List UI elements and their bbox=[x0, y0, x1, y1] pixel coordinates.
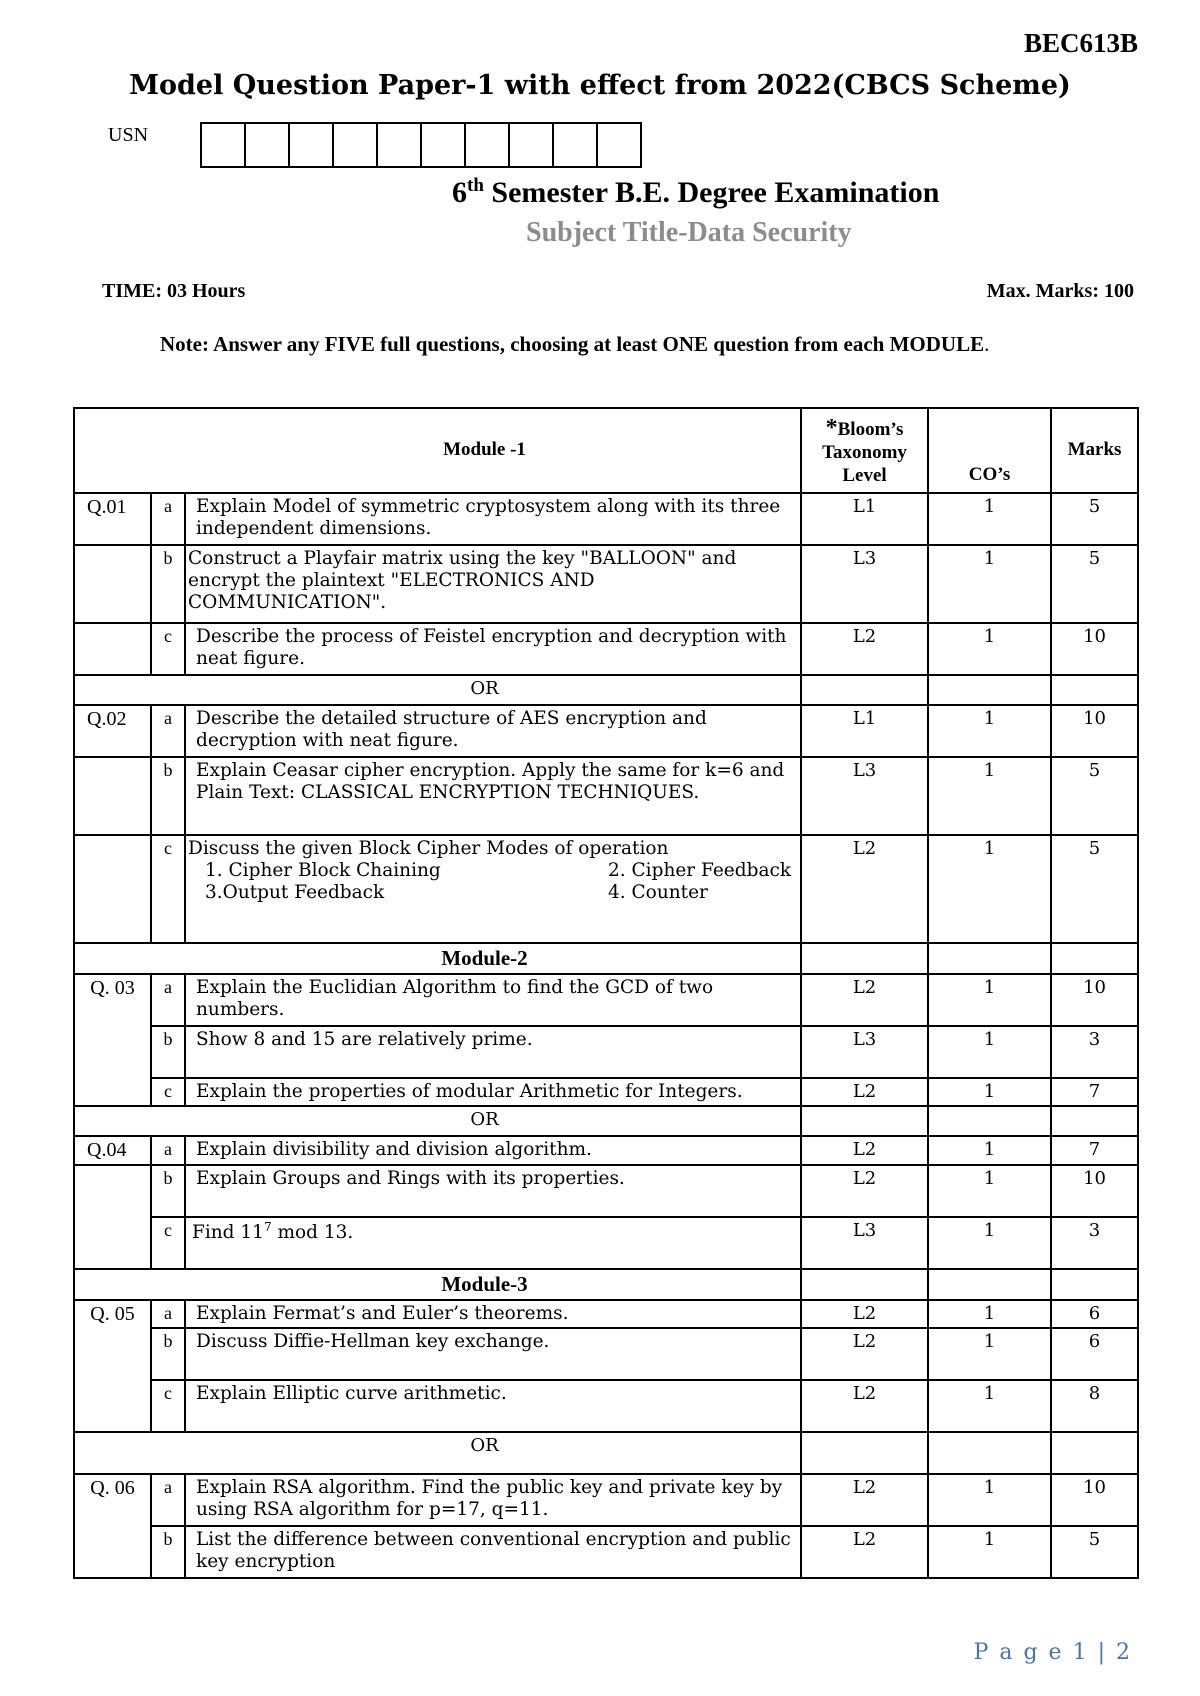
table-row bbox=[74, 835, 1138, 943]
semester-suffix: th bbox=[467, 175, 484, 196]
semester-number: 6 bbox=[452, 176, 467, 209]
usn-box bbox=[246, 124, 290, 166]
table-header-row bbox=[74, 408, 1138, 493]
usn-boxes bbox=[200, 122, 642, 168]
empty-cell bbox=[801, 675, 928, 705]
bloom-level: L2 bbox=[801, 623, 928, 675]
question-text: Explain Model of symmetric cryptosystem along with its three independent dimensions. bbox=[185, 493, 801, 545]
question-text-part: mod 13. bbox=[271, 1222, 354, 1244]
bloom-level: L2 bbox=[801, 1300, 928, 1328]
exam-time: TIME: 03 Hours bbox=[102, 280, 246, 302]
question-number: Q.01 bbox=[74, 493, 151, 545]
option-item: 3.Output Feedback bbox=[205, 881, 385, 903]
page-label: P a g e bbox=[973, 1640, 1064, 1665]
page-separator: | bbox=[1088, 1640, 1116, 1665]
course-outcome: 1 bbox=[928, 623, 1051, 675]
max-marks: Max. Marks: 100 bbox=[986, 280, 1134, 302]
question-text: Explain Ceasar cipher encryption. Apply the same for k=6 and Plain Text: CLASSICAL ENCRYPTION TECHNIQUES. bbox=[185, 757, 801, 835]
sub-question-label: a bbox=[151, 974, 185, 1026]
course-outcome: 1 bbox=[928, 1474, 1051, 1526]
marks: 6 bbox=[1051, 1328, 1138, 1380]
empty-cell bbox=[928, 675, 1051, 705]
question-number: Q.02 bbox=[74, 705, 151, 757]
option-item: 4. Counter bbox=[608, 881, 708, 903]
question-text: Explain RSA algorithm. Find the public key and private key by using RSA algorithm for p=17, q=11. bbox=[185, 1474, 801, 1526]
bloom-level-header bbox=[801, 408, 928, 493]
marks: 10 bbox=[1051, 1474, 1138, 1526]
marks: 10 bbox=[1051, 705, 1138, 757]
module-2-row bbox=[74, 943, 1138, 974]
question-number-empty bbox=[74, 757, 151, 835]
course-outcome: 1 bbox=[928, 1217, 1051, 1269]
usn-box bbox=[466, 124, 510, 166]
question-text: Show 8 and 15 are relatively prime. bbox=[185, 1026, 801, 1078]
marks: 3 bbox=[1051, 1026, 1138, 1078]
semester-heading bbox=[452, 175, 939, 210]
empty-cell bbox=[1051, 1106, 1138, 1136]
usn-box bbox=[422, 124, 466, 166]
empty-cell bbox=[928, 1106, 1051, 1136]
question-text bbox=[185, 835, 801, 943]
course-outcome: 1 bbox=[928, 1136, 1051, 1166]
usn-box bbox=[510, 124, 554, 166]
usn-box bbox=[598, 124, 640, 166]
paper-title: Model Question Paper-1 with effect from 2022(CBCS Scheme) bbox=[129, 70, 1071, 101]
question-number-empty bbox=[74, 835, 151, 943]
option-item: 1. Cipher Block Chaining bbox=[205, 859, 441, 881]
marks: 5 bbox=[1051, 757, 1138, 835]
empty-cell bbox=[801, 1106, 928, 1136]
usn-box bbox=[554, 124, 598, 166]
bloom-header-text: Bloom’s Taxonomy Level bbox=[822, 418, 907, 486]
question-number-empty bbox=[74, 1165, 151, 1269]
bloom-asterisk: * bbox=[825, 414, 838, 441]
marks: 5 bbox=[1051, 835, 1138, 943]
question-number: Q. 05 bbox=[74, 1300, 151, 1432]
bloom-level: L2 bbox=[801, 1526, 928, 1578]
cipher-modes-list bbox=[188, 860, 800, 904]
course-outcome: 1 bbox=[928, 545, 1051, 623]
bloom-level: L3 bbox=[801, 1026, 928, 1078]
marks: 5 bbox=[1051, 545, 1138, 623]
sub-question-label: c bbox=[151, 623, 185, 675]
marks: 6 bbox=[1051, 1300, 1138, 1328]
paper-code: BEC613B bbox=[1023, 28, 1138, 58]
empty-cell bbox=[801, 1269, 928, 1300]
table-row bbox=[74, 1026, 1138, 1078]
table-row bbox=[74, 623, 1138, 675]
or-divider-row bbox=[74, 675, 1138, 705]
module-1-heading: Module -1 bbox=[74, 408, 801, 493]
table-row bbox=[74, 1078, 1138, 1106]
note-text: Note: Answer any FIVE full questions, choosing at least ONE question from each MODULE bbox=[160, 332, 985, 356]
sub-question-label: c bbox=[151, 1217, 185, 1269]
empty-cell bbox=[928, 1269, 1051, 1300]
table-row bbox=[74, 545, 1138, 623]
usn-box bbox=[334, 124, 378, 166]
usn-box bbox=[378, 124, 422, 166]
table-row bbox=[74, 1136, 1138, 1166]
marks: 3 bbox=[1051, 1217, 1138, 1269]
empty-cell bbox=[1051, 1432, 1138, 1474]
course-outcome: 1 bbox=[928, 974, 1051, 1026]
course-outcome: 1 bbox=[928, 757, 1051, 835]
question-text: Explain Groups and Rings with its properties. bbox=[185, 1165, 801, 1217]
table-row bbox=[74, 1526, 1138, 1578]
page-total: 2 bbox=[1116, 1640, 1132, 1665]
course-outcome: 1 bbox=[928, 1026, 1051, 1078]
question-text: Describe the detailed structure of AES encryption and decryption with neat figure. bbox=[185, 705, 801, 757]
bloom-level: L1 bbox=[801, 705, 928, 757]
marks: 5 bbox=[1051, 493, 1138, 545]
question-text: Explain Fermat’s and Euler’s theorems. bbox=[185, 1300, 801, 1328]
bloom-level: L1 bbox=[801, 493, 928, 545]
course-outcome: 1 bbox=[928, 1380, 1051, 1432]
or-label: OR bbox=[74, 675, 801, 705]
bloom-level: L3 bbox=[801, 1217, 928, 1269]
empty-cell bbox=[1051, 943, 1138, 974]
usn-box bbox=[202, 124, 246, 166]
option-item: 2. Cipher Feedback bbox=[608, 859, 792, 881]
or-label: OR bbox=[74, 1432, 801, 1474]
usn-label: USN bbox=[108, 124, 149, 146]
sub-question-label: c bbox=[151, 1078, 185, 1106]
sub-question-label: b bbox=[151, 757, 185, 835]
bloom-level: L3 bbox=[801, 757, 928, 835]
page-number: 1 bbox=[1072, 1640, 1089, 1665]
marks: 10 bbox=[1051, 623, 1138, 675]
question-text bbox=[185, 1217, 801, 1269]
cos-header: CO’s bbox=[928, 408, 1051, 493]
or-label: OR bbox=[74, 1106, 801, 1136]
marks: 7 bbox=[1051, 1078, 1138, 1106]
sub-question-label: b bbox=[151, 1526, 185, 1578]
table-row bbox=[74, 1474, 1138, 1526]
question-number: Q. 03 bbox=[74, 974, 151, 1106]
course-outcome: 1 bbox=[928, 1328, 1051, 1380]
question-number: Q.04 bbox=[74, 1136, 151, 1166]
instruction-note bbox=[160, 332, 989, 357]
sub-question-label: a bbox=[151, 1136, 185, 1166]
course-outcome: 1 bbox=[928, 1526, 1051, 1578]
or-divider-row bbox=[74, 1106, 1138, 1136]
sub-question-label: b bbox=[151, 1165, 185, 1217]
empty-cell bbox=[928, 943, 1051, 974]
course-outcome: 1 bbox=[928, 1300, 1051, 1328]
empty-cell bbox=[801, 1432, 928, 1474]
sub-question-label: a bbox=[151, 1300, 185, 1328]
course-outcome: 1 bbox=[928, 835, 1051, 943]
semester-text: Semester B.E. Degree Examination bbox=[483, 176, 940, 209]
subject-title: Subject Title-Data Security bbox=[526, 217, 852, 248]
empty-cell bbox=[1051, 675, 1138, 705]
course-outcome: 1 bbox=[928, 705, 1051, 757]
empty-cell bbox=[928, 1432, 1051, 1474]
question-text-part: Find 11 bbox=[192, 1222, 264, 1244]
question-number: Q. 06 bbox=[74, 1474, 151, 1578]
sub-question-label: b bbox=[151, 1328, 185, 1380]
question-table bbox=[73, 407, 1139, 1579]
question-text: List the difference between conventional encryption and public key encryption bbox=[185, 1526, 801, 1578]
sub-question-label: a bbox=[151, 1474, 185, 1526]
sub-question-label: c bbox=[151, 1380, 185, 1432]
usn-box bbox=[290, 124, 334, 166]
marks: 8 bbox=[1051, 1380, 1138, 1432]
question-text: Explain the properties of modular Arithmetic for Integers. bbox=[185, 1078, 801, 1106]
question-text-line: Discuss the given Block Cipher Modes of operation bbox=[188, 838, 669, 859]
bloom-level: L3 bbox=[801, 545, 928, 623]
marks: 7 bbox=[1051, 1136, 1138, 1166]
page-footer bbox=[974, 1640, 1132, 1665]
bloom-level: L2 bbox=[801, 1136, 928, 1166]
course-outcome: 1 bbox=[928, 1078, 1051, 1106]
sub-question-label: c bbox=[151, 835, 185, 943]
marks: 10 bbox=[1051, 1165, 1138, 1217]
table-row bbox=[74, 1165, 1138, 1217]
sub-question-label: b bbox=[151, 1026, 185, 1078]
sub-question-label: a bbox=[151, 493, 185, 545]
sub-question-label: a bbox=[151, 705, 185, 757]
question-text: Explain the Euclidian Algorithm to find the GCD of two numbers. bbox=[185, 974, 801, 1026]
table-row bbox=[74, 705, 1138, 757]
question-text: Explain Elliptic curve arithmetic. bbox=[185, 1380, 801, 1432]
table-row bbox=[74, 1380, 1138, 1432]
module-3-row bbox=[74, 1269, 1138, 1300]
course-outcome: 1 bbox=[928, 1165, 1051, 1217]
bloom-level: L2 bbox=[801, 974, 928, 1026]
question-text: Discuss Diffie-Hellman key exchange. bbox=[185, 1328, 801, 1380]
table-row bbox=[74, 1217, 1138, 1269]
bloom-level: L2 bbox=[801, 1328, 928, 1380]
question-text: Construct a Playfair matrix using the key "BALLOON" and encrypt the plaintext "ELECTRONICS AND COMMUNICATION". bbox=[185, 545, 801, 623]
bloom-level: L2 bbox=[801, 835, 928, 943]
bloom-level: L2 bbox=[801, 1165, 928, 1217]
bloom-level: L2 bbox=[801, 1474, 928, 1526]
table-row bbox=[74, 974, 1138, 1026]
empty-cell bbox=[1051, 1269, 1138, 1300]
sub-question-label: b bbox=[151, 545, 185, 623]
module-3-heading: Module-3 bbox=[74, 1269, 801, 1300]
module-2-heading: Module-2 bbox=[74, 943, 801, 974]
empty-cell bbox=[801, 943, 928, 974]
table-row bbox=[74, 1328, 1138, 1380]
course-outcome: 1 bbox=[928, 493, 1051, 545]
question-number-empty bbox=[74, 623, 151, 675]
table-row bbox=[74, 757, 1138, 835]
marks-header: Marks bbox=[1051, 408, 1138, 493]
question-text: Describe the process of Feistel encryption and decryption with neat figure. bbox=[185, 623, 801, 675]
note-period: . bbox=[984, 332, 990, 356]
question-text: Explain divisibility and division algorithm. bbox=[185, 1136, 801, 1166]
marks: 5 bbox=[1051, 1526, 1138, 1578]
bloom-level: L2 bbox=[801, 1078, 928, 1106]
table-row bbox=[74, 493, 1138, 545]
marks: 10 bbox=[1051, 974, 1138, 1026]
or-divider-row bbox=[74, 1432, 1138, 1474]
bloom-level: L2 bbox=[801, 1380, 928, 1432]
exponent: 7 bbox=[263, 1220, 272, 1235]
table-row bbox=[74, 1300, 1138, 1328]
question-number-empty bbox=[74, 545, 151, 623]
